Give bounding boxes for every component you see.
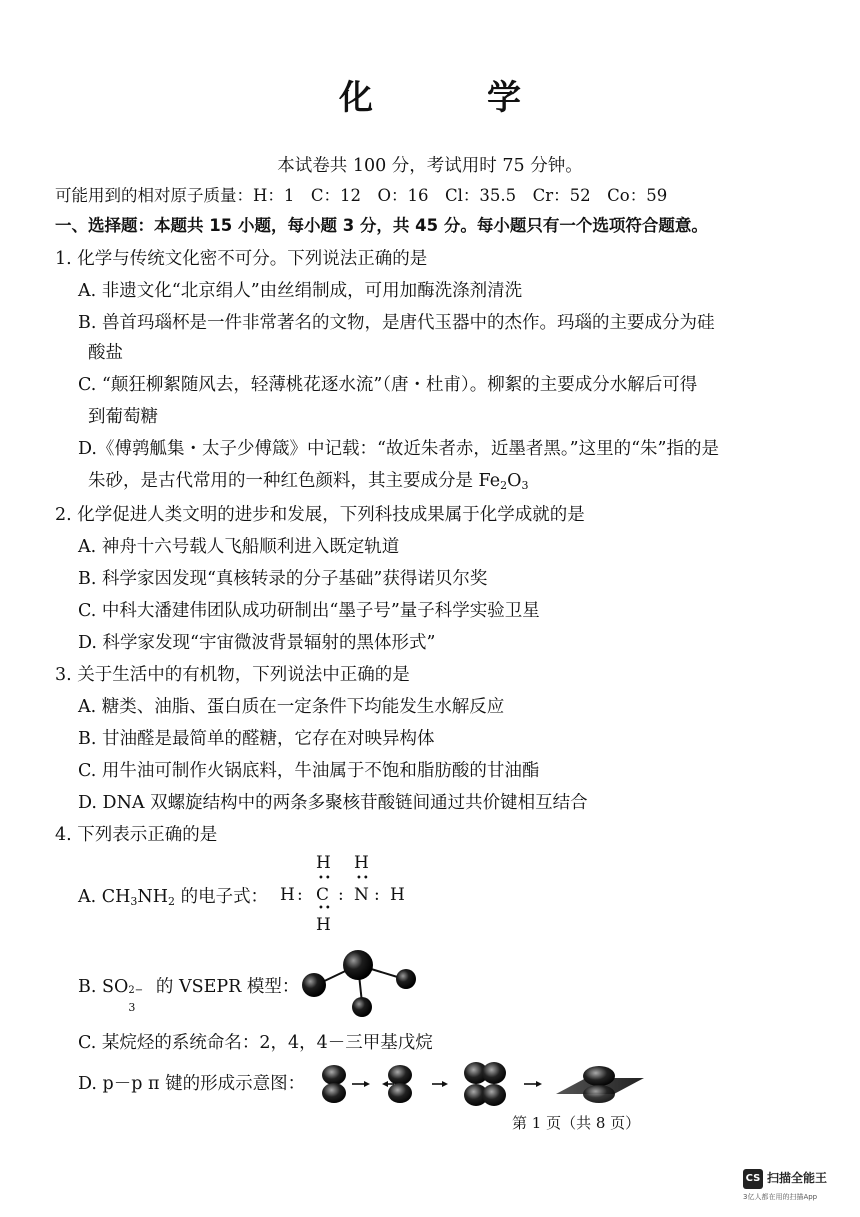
option-c: C. 用牛油可制作火锅底料，牛油属于不饱和脂肪酸的甘油酯 bbox=[78, 761, 540, 781]
option-b: B. SO 2− 3 的 VSEPR 模型： bbox=[78, 977, 300, 1014]
lewis-h-bottom-c: H bbox=[316, 915, 331, 935]
option-c: C. “颠狂柳絮随风去，轻薄桃花逐水流”（唐・杜甫）。柳絮的主要成分水解后可得 bbox=[78, 375, 698, 395]
vsepr-model-icon bbox=[296, 945, 426, 1025]
watermark-name: 扫描全能王 bbox=[767, 1171, 828, 1185]
option-a: A. 糖类、油脂、蛋白质在一定条件下均能发生水解反应 bbox=[78, 697, 505, 717]
lewis-n: N bbox=[354, 885, 369, 905]
option-c-continued: 到葡萄糖 bbox=[88, 407, 158, 427]
exam-info: 本试卷共 100 分，考试用时 75 分钟。 bbox=[277, 156, 583, 176]
section-heading: 一、选择题：本题共 15 小题，每小题 3 分，共 45 分。每小题只有一个选项符合题意。 bbox=[55, 216, 708, 235]
camscanner-logo-icon: CS bbox=[743, 1169, 763, 1189]
page-title: 化 学 bbox=[339, 78, 561, 118]
option-b: B. 甘油醛是最简单的醛糖，它存在对映异构体 bbox=[78, 729, 435, 749]
atomic-masses: 可能用到的相对原子质量：H：1 C：12 O：16 Cl：35.5 Cr：52 Co：59 bbox=[55, 186, 668, 205]
lewis-pair: : bbox=[338, 885, 344, 905]
option-d: D. DNA 双螺旋结构中的两条多聚核苷酸链间通过共价键相互结合 bbox=[78, 793, 588, 813]
lewis-pair: : bbox=[297, 885, 303, 905]
option-d-continued: 朱砂，是古代常用的一种红色颜料，其主要成分是 $Fe_2O_3$ bbox=[88, 471, 529, 492]
option-a: A. $CH_3NH_2$ 的电子式： bbox=[78, 887, 269, 908]
lewis-pair-dots: •• bbox=[318, 903, 332, 914]
option-a: A. 神舟十六号载人飞船顺利进入既定轨道 bbox=[78, 537, 400, 557]
question-stem: 3. 关于生活中的有机物，下列说法中正确的是 bbox=[55, 665, 410, 685]
question-stem: 4. 下列表示正确的是 bbox=[55, 825, 218, 845]
p-p-pi-bond-diagram-icon bbox=[318, 1060, 648, 1110]
lewis-pair-dots: •• bbox=[356, 873, 370, 884]
lewis-h-right: H bbox=[390, 885, 405, 905]
lewis-h-top-n: H bbox=[354, 853, 369, 873]
option-c: C. 中科大潘建伟团队成功研制出“墨子号”量子科学实验卫星 bbox=[78, 601, 540, 621]
question-stem: 1. 化学与传统文化密不可分。下列说法正确的是 bbox=[55, 249, 428, 269]
scanner-watermark bbox=[743, 1167, 853, 1207]
lewis-pair: : bbox=[374, 885, 380, 905]
lewis-c: C bbox=[316, 885, 330, 905]
question-stem: 2. 化学促进人类文明的进步和发展，下列科技成果属于化学成就的是 bbox=[55, 505, 585, 525]
watermark-tagline: 3亿人都在用的扫描App bbox=[743, 1193, 818, 1201]
option-d: D. 科学家发现“宇宙微波背景辐射的黑体形式” bbox=[78, 633, 436, 653]
lewis-pair-dots: •• bbox=[318, 873, 332, 884]
option-b-continued: 酸盐 bbox=[88, 343, 123, 363]
option-b: B. 兽首玛瑙杯是一件非常著名的文物，是唐代玉器中的杰作。玛瑙的主要成分为硅 bbox=[78, 313, 715, 333]
option-d: D.《傅鹑觚集・太子少傅箴》中记载：“故近朱者赤，近墨者黑。”这里的“朱”指的是 bbox=[78, 439, 720, 459]
option-b: B. 科学家因发现“真核转录的分子基础”获得诺贝尔奖 bbox=[78, 569, 488, 589]
option-c: C. 某烷烃的系统命名：2，4，4－三甲基戊烷 bbox=[78, 1033, 433, 1053]
lewis-h-top-c: H bbox=[316, 853, 331, 873]
lewis-h-left: H bbox=[280, 885, 295, 905]
option-a: A. 非遗文化“北京绢人”由丝绢制成，可用加酶洗涤剂清洗 bbox=[78, 281, 523, 301]
option-d: D. p－p π 键的形成示意图： bbox=[78, 1074, 306, 1094]
page-number: 第 1 页（共 8 页） bbox=[512, 1114, 641, 1132]
